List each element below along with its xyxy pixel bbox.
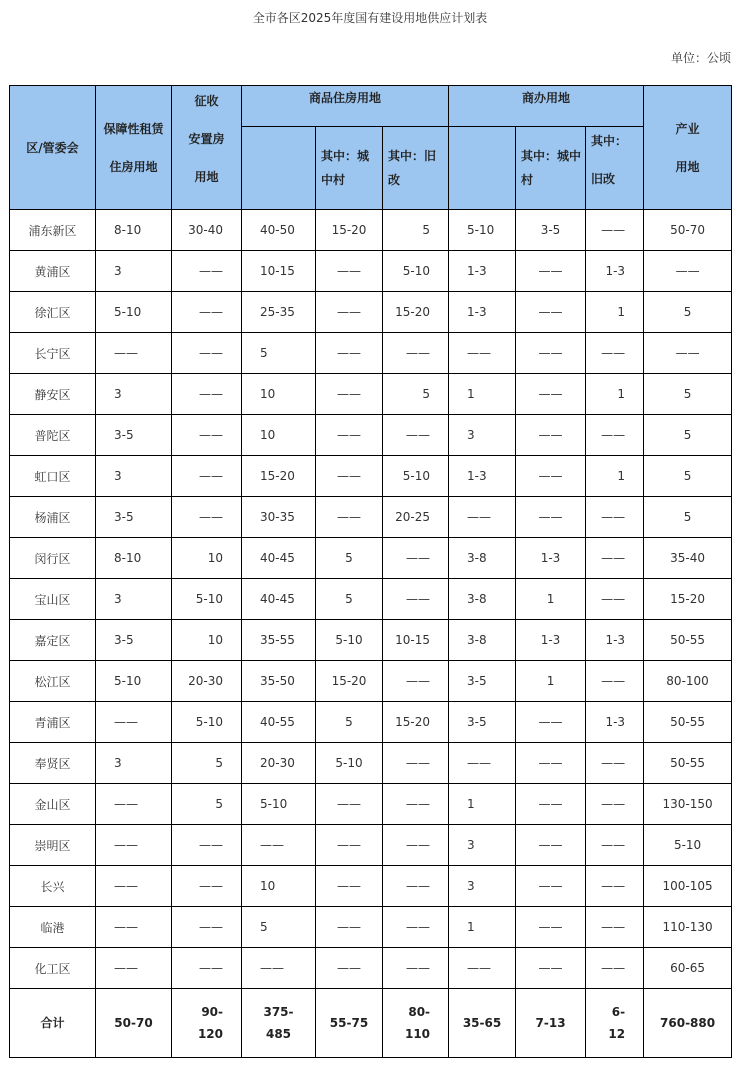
cell-co-urban-village: —— bbox=[516, 825, 586, 866]
cell-commercial-office: 1-3 bbox=[449, 251, 516, 292]
cell-resettle: —— bbox=[172, 456, 242, 497]
cell-industry: 130-150 bbox=[644, 784, 732, 825]
cell-commercial-office: —— bbox=[449, 333, 516, 374]
cell-industry: 15-20 bbox=[644, 579, 732, 620]
cell-co-old-renovation: —— bbox=[586, 497, 644, 538]
cell-ch-urban-village: 5 bbox=[316, 702, 383, 743]
cell-ch-old-renovation: —— bbox=[383, 579, 449, 620]
cell-co-old-renovation: —— bbox=[586, 538, 644, 579]
cell-resettle: 5 bbox=[172, 743, 242, 784]
unit-label: 单位：公顷 bbox=[670, 51, 731, 65]
cell-co-old-renovation: 1 bbox=[586, 456, 644, 497]
cell-co-old-renovation: —— bbox=[586, 333, 644, 374]
header-coo-line1: 其中： bbox=[591, 134, 628, 148]
cell-industry: 60-65 bbox=[644, 948, 732, 989]
table-row bbox=[10, 333, 732, 374]
cell-resettle: —— bbox=[172, 374, 242, 415]
cell-ch-old-renovation: 5 bbox=[383, 210, 449, 251]
cell-industry: 5 bbox=[644, 374, 732, 415]
header-chv-line2: 中村 bbox=[321, 173, 346, 187]
table-row bbox=[10, 251, 732, 292]
total-value-line: 6- bbox=[611, 1005, 626, 1019]
district-name: 浦东新区 bbox=[10, 210, 96, 251]
cell-ch-old-renovation: —— bbox=[383, 661, 449, 702]
cell-resettle: —— bbox=[172, 415, 242, 456]
cell-rental: 3 bbox=[96, 456, 172, 497]
table-row bbox=[10, 497, 732, 538]
total-value-line: 375- bbox=[263, 1005, 294, 1019]
cell-ch-urban-village: 15-20 bbox=[316, 661, 383, 702]
cell-co-old-renovation: —— bbox=[586, 743, 644, 784]
cell-co-urban-village: 1-3 bbox=[516, 538, 586, 579]
cell-commercial-office: 1 bbox=[449, 374, 516, 415]
cell-resettle: —— bbox=[172, 825, 242, 866]
total-value-line: 80- bbox=[408, 1005, 431, 1019]
cell-ch-old-renovation: —— bbox=[383, 907, 449, 948]
header-cho-line1: 其中：旧 bbox=[388, 149, 437, 163]
cell-commercial-housing: 5-10 bbox=[242, 784, 316, 825]
cell-commercial-housing: 40-45 bbox=[242, 538, 316, 579]
cell-commercial-office: 1-3 bbox=[449, 292, 516, 333]
cell-co-urban-village: —— bbox=[516, 784, 586, 825]
district-name: 杨浦区 bbox=[10, 497, 96, 538]
cell-co-old-renovation: —— bbox=[586, 579, 644, 620]
header-cov-line1: 其中：城中 bbox=[521, 149, 582, 163]
cell-ch-urban-village: —— bbox=[316, 456, 383, 497]
cell-co-urban-village: —— bbox=[516, 333, 586, 374]
header-co-urban-village bbox=[516, 127, 586, 210]
cell-ch-old-renovation: 10-15 bbox=[383, 620, 449, 661]
table-row bbox=[10, 907, 732, 948]
total-value-line: 485 bbox=[265, 1027, 292, 1041]
cell-commercial-housing: 35-55 bbox=[242, 620, 316, 661]
cell-co-old-renovation: —— bbox=[586, 415, 644, 456]
cell-ch-old-renovation: 5-10 bbox=[383, 251, 449, 292]
cell-rental: 3 bbox=[96, 374, 172, 415]
cell-commercial-office: 3-8 bbox=[449, 579, 516, 620]
cell-rental: 3 bbox=[96, 251, 172, 292]
cell-resettle: 10 bbox=[172, 538, 242, 579]
district-name: 奉贤区 bbox=[10, 743, 96, 784]
total-value-line: 760-880 bbox=[660, 1016, 716, 1030]
cell-commercial-office: 3 bbox=[449, 415, 516, 456]
cell-co-urban-village: —— bbox=[516, 456, 586, 497]
total-value-line: 7-13 bbox=[535, 1016, 566, 1030]
cell-ch-urban-village: —— bbox=[316, 948, 383, 989]
cell-co-urban-village: —— bbox=[516, 948, 586, 989]
cell-rental: 3-5 bbox=[96, 415, 172, 456]
header-commercial-housing: 商品住房用地 bbox=[242, 86, 449, 127]
total-value-line: 110 bbox=[404, 1027, 431, 1041]
cell-co-urban-village: —— bbox=[516, 251, 586, 292]
header-resettle-line2: 安置房 bbox=[188, 132, 225, 146]
cell-co-urban-village: —— bbox=[516, 415, 586, 456]
cell-industry: 50-55 bbox=[644, 743, 732, 784]
cell-co-urban-village: —— bbox=[516, 374, 586, 415]
cell-rental: 5-10 bbox=[96, 292, 172, 333]
cell-co-urban-village: 1 bbox=[516, 661, 586, 702]
cell-commercial-office: 5-10 bbox=[449, 210, 516, 251]
cell-ch-urban-village: 5 bbox=[316, 579, 383, 620]
cell-resettle: —— bbox=[172, 866, 242, 907]
cell-rental: 8-10 bbox=[96, 538, 172, 579]
cell-ch-urban-village: —— bbox=[316, 292, 383, 333]
cell-rental: —— bbox=[96, 333, 172, 374]
cell-resettle: —— bbox=[172, 497, 242, 538]
cell-resettle: —— bbox=[172, 333, 242, 374]
header-rental-line2: 住房用地 bbox=[109, 159, 158, 174]
cell-ch-old-renovation: —— bbox=[383, 415, 449, 456]
cell-ch-old-renovation: 5 bbox=[383, 374, 449, 415]
cell-commercial-office: 1 bbox=[449, 784, 516, 825]
cell-co-urban-village: —— bbox=[516, 292, 586, 333]
header-ch-empty bbox=[242, 127, 316, 210]
district-name: 嘉定区 bbox=[10, 620, 96, 661]
cell-resettle: —— bbox=[172, 251, 242, 292]
cell-co-urban-village: —— bbox=[516, 743, 586, 784]
district-name: 徐汇区 bbox=[10, 292, 96, 333]
cell-industry: 110-130 bbox=[644, 907, 732, 948]
cell-co-urban-village: —— bbox=[516, 866, 586, 907]
cell-commercial-housing: 15-20 bbox=[242, 456, 316, 497]
table-row bbox=[10, 620, 732, 661]
cell-rental: —— bbox=[96, 907, 172, 948]
total-label: 合计 bbox=[10, 989, 96, 1058]
cell-co-urban-village: —— bbox=[516, 497, 586, 538]
cell-rental: 3 bbox=[96, 579, 172, 620]
cell-commercial-office: 3-5 bbox=[449, 661, 516, 702]
cell-industry: 5-10 bbox=[644, 825, 732, 866]
header-industry-line1: 产业 bbox=[675, 121, 700, 136]
cell-rental: —— bbox=[96, 948, 172, 989]
cell-ch-urban-village: 15-20 bbox=[316, 210, 383, 251]
table-row bbox=[10, 948, 732, 989]
cell-industry: —— bbox=[644, 333, 732, 374]
cell-resettle: 5 bbox=[172, 784, 242, 825]
table-row bbox=[10, 866, 732, 907]
cell-resettle: —— bbox=[172, 292, 242, 333]
cell-co-old-renovation: 1-3 bbox=[586, 702, 644, 743]
cell-rental: —— bbox=[96, 784, 172, 825]
total-value-line: 50-70 bbox=[114, 1016, 153, 1030]
total-rental bbox=[96, 989, 172, 1058]
header-resettlement bbox=[172, 86, 242, 210]
cell-industry: 50-55 bbox=[644, 702, 732, 743]
total-value-line: 55-75 bbox=[329, 1016, 369, 1030]
cell-ch-urban-village: 5-10 bbox=[316, 743, 383, 784]
cell-industry: —— bbox=[644, 251, 732, 292]
cell-co-old-renovation: 1 bbox=[586, 292, 644, 333]
table-row bbox=[10, 661, 732, 702]
header-ch-old-renovation bbox=[383, 127, 449, 210]
cell-resettle: 5-10 bbox=[172, 579, 242, 620]
cell-industry: 80-100 bbox=[644, 661, 732, 702]
cell-co-old-renovation: —— bbox=[586, 661, 644, 702]
cell-resettle: 30-40 bbox=[172, 210, 242, 251]
cell-ch-urban-village: —— bbox=[316, 415, 383, 456]
table-row bbox=[10, 825, 732, 866]
cell-co-urban-village: —— bbox=[516, 702, 586, 743]
cell-ch-urban-village: —— bbox=[316, 497, 383, 538]
cell-industry: 50-55 bbox=[644, 620, 732, 661]
cell-industry: 5 bbox=[644, 415, 732, 456]
header-co-old-renovation bbox=[586, 127, 644, 210]
total-ch-old-renovation bbox=[383, 989, 449, 1058]
table-row bbox=[10, 579, 732, 620]
district-name: 崇明区 bbox=[10, 825, 96, 866]
cell-rental: —— bbox=[96, 866, 172, 907]
header-district: 区/管委会 bbox=[10, 86, 96, 210]
cell-commercial-housing: —— bbox=[242, 825, 316, 866]
table-row bbox=[10, 702, 732, 743]
cell-ch-urban-village: —— bbox=[316, 907, 383, 948]
cell-ch-urban-village: —— bbox=[316, 825, 383, 866]
table-row bbox=[10, 743, 732, 784]
cell-industry: 100-105 bbox=[644, 866, 732, 907]
total-value-line: 90- bbox=[201, 1005, 223, 1019]
total-commercial-housing bbox=[242, 989, 316, 1058]
cell-ch-urban-village: —— bbox=[316, 784, 383, 825]
total-resettle bbox=[172, 989, 242, 1058]
cell-ch-old-renovation: —— bbox=[383, 784, 449, 825]
cell-commercial-housing: 35-50 bbox=[242, 661, 316, 702]
table-row bbox=[10, 415, 732, 456]
cell-co-old-renovation: —— bbox=[586, 210, 644, 251]
cell-co-old-renovation: —— bbox=[586, 866, 644, 907]
district-name: 松江区 bbox=[10, 661, 96, 702]
header-industry-line2: 用地 bbox=[675, 159, 700, 174]
header-rental-housing bbox=[96, 86, 172, 210]
cell-commercial-housing: 30-35 bbox=[242, 497, 316, 538]
cell-commercial-housing: 40-50 bbox=[242, 210, 316, 251]
cell-rental: 5-10 bbox=[96, 661, 172, 702]
header-cho-line2: 改 bbox=[388, 173, 401, 187]
total-co-urban-village bbox=[516, 989, 586, 1058]
header-industry bbox=[644, 86, 732, 210]
district-name: 虹口区 bbox=[10, 456, 96, 497]
cell-commercial-office: 3-8 bbox=[449, 538, 516, 579]
table-row bbox=[10, 784, 732, 825]
table-row bbox=[10, 374, 732, 415]
district-name: 普陀区 bbox=[10, 415, 96, 456]
cell-ch-old-renovation: —— bbox=[383, 825, 449, 866]
page-title: 全市各区2025年度国有建设用地供应计划表 bbox=[252, 11, 488, 25]
cell-industry: 35-40 bbox=[644, 538, 732, 579]
cell-rental: 3-5 bbox=[96, 620, 172, 661]
cell-commercial-housing: 40-45 bbox=[242, 579, 316, 620]
district-name: 闵行区 bbox=[10, 538, 96, 579]
header-resettle-line3: 用地 bbox=[194, 170, 219, 184]
cell-ch-old-renovation: —— bbox=[383, 743, 449, 784]
cell-ch-urban-village: —— bbox=[316, 333, 383, 374]
header-commercial-office: 商办用地 bbox=[449, 86, 644, 127]
cell-ch-old-renovation: 20-25 bbox=[383, 497, 449, 538]
district-name: 金山区 bbox=[10, 784, 96, 825]
header-ch-urban-village bbox=[316, 127, 383, 210]
cell-co-old-renovation: —— bbox=[586, 784, 644, 825]
cell-rental: 3-5 bbox=[96, 497, 172, 538]
header-coo-line2: 旧改 bbox=[591, 172, 616, 186]
cell-resettle: 10 bbox=[172, 620, 242, 661]
table-row bbox=[10, 292, 732, 333]
total-co-old-renovation bbox=[586, 989, 644, 1058]
table-row bbox=[10, 456, 732, 497]
total-value-line: 12 bbox=[608, 1027, 626, 1041]
cell-commercial-housing: 10 bbox=[242, 415, 316, 456]
cell-co-old-renovation: —— bbox=[586, 907, 644, 948]
header-co-empty bbox=[449, 127, 516, 210]
district-name: 青浦区 bbox=[10, 702, 96, 743]
district-name: 黄浦区 bbox=[10, 251, 96, 292]
cell-commercial-office: —— bbox=[449, 743, 516, 784]
cell-co-urban-village: 3-5 bbox=[516, 210, 586, 251]
total-value-line: 120 bbox=[197, 1027, 223, 1041]
cell-commercial-housing: 40-55 bbox=[242, 702, 316, 743]
cell-rental: —— bbox=[96, 825, 172, 866]
cell-industry: 5 bbox=[644, 292, 732, 333]
district-name: 长宁区 bbox=[10, 333, 96, 374]
cell-ch-old-renovation: —— bbox=[383, 538, 449, 579]
cell-commercial-office: 1 bbox=[449, 907, 516, 948]
cell-resettle: —— bbox=[172, 907, 242, 948]
cell-industry: 5 bbox=[644, 497, 732, 538]
total-row bbox=[10, 989, 732, 1058]
cell-resettle: 5-10 bbox=[172, 702, 242, 743]
cell-resettle: —— bbox=[172, 948, 242, 989]
land-supply-table bbox=[9, 85, 732, 1058]
cell-commercial-office: 3 bbox=[449, 825, 516, 866]
cell-ch-old-renovation: 15-20 bbox=[383, 702, 449, 743]
district-name: 宝山区 bbox=[10, 579, 96, 620]
cell-commercial-housing: 5 bbox=[242, 333, 316, 374]
cell-rental: 8-10 bbox=[96, 210, 172, 251]
cell-co-old-renovation: 1 bbox=[586, 374, 644, 415]
cell-commercial-office: —— bbox=[449, 948, 516, 989]
cell-commercial-housing: 10-15 bbox=[242, 251, 316, 292]
district-name: 长兴 bbox=[10, 866, 96, 907]
cell-commercial-office: 3 bbox=[449, 866, 516, 907]
cell-rental: 3 bbox=[96, 743, 172, 784]
cell-ch-old-renovation: 5-10 bbox=[383, 456, 449, 497]
cell-commercial-housing: 25-35 bbox=[242, 292, 316, 333]
cell-co-old-renovation: 1-3 bbox=[586, 620, 644, 661]
district-name: 静安区 bbox=[10, 374, 96, 415]
header-cov-line2: 村 bbox=[521, 173, 534, 187]
cell-rental: —— bbox=[96, 702, 172, 743]
total-value-line: 35-65 bbox=[462, 1016, 502, 1030]
cell-resettle: 20-30 bbox=[172, 661, 242, 702]
cell-ch-old-renovation: —— bbox=[383, 333, 449, 374]
district-name: 临港 bbox=[10, 907, 96, 948]
cell-industry: 5 bbox=[644, 456, 732, 497]
cell-commercial-housing: —— bbox=[242, 948, 316, 989]
cell-co-urban-village: 1 bbox=[516, 579, 586, 620]
cell-ch-urban-village: 5 bbox=[316, 538, 383, 579]
cell-co-urban-village: 1-3 bbox=[516, 620, 586, 661]
cell-ch-urban-village: 5-10 bbox=[316, 620, 383, 661]
cell-ch-old-renovation: —— bbox=[383, 948, 449, 989]
header-rental-line1: 保障性租赁 bbox=[103, 121, 164, 136]
cell-commercial-office: 3-8 bbox=[449, 620, 516, 661]
table-row bbox=[10, 210, 732, 251]
cell-co-old-renovation: —— bbox=[586, 948, 644, 989]
cell-commercial-housing: 20-30 bbox=[242, 743, 316, 784]
cell-industry: 50-70 bbox=[644, 210, 732, 251]
cell-commercial-housing: 5 bbox=[242, 907, 316, 948]
cell-commercial-office: 3-5 bbox=[449, 702, 516, 743]
district-name: 化工区 bbox=[10, 948, 96, 989]
cell-ch-old-renovation: 15-20 bbox=[383, 292, 449, 333]
cell-co-urban-village: —— bbox=[516, 907, 586, 948]
total-ch-urban-village bbox=[316, 989, 383, 1058]
table-row bbox=[10, 538, 732, 579]
header-resettle-line1: 征收 bbox=[194, 94, 219, 108]
cell-co-old-renovation: 1-3 bbox=[586, 251, 644, 292]
total-commercial-office bbox=[449, 989, 516, 1058]
cell-ch-urban-village: —— bbox=[316, 251, 383, 292]
cell-ch-old-renovation: —— bbox=[383, 866, 449, 907]
cell-ch-urban-village: —— bbox=[316, 866, 383, 907]
cell-commercial-housing: 10 bbox=[242, 866, 316, 907]
cell-ch-urban-village: —— bbox=[316, 374, 383, 415]
total-industry bbox=[644, 989, 732, 1058]
cell-co-old-renovation: —— bbox=[586, 825, 644, 866]
cell-commercial-office: 1-3 bbox=[449, 456, 516, 497]
cell-commercial-office: —— bbox=[449, 497, 516, 538]
cell-commercial-housing: 10 bbox=[242, 374, 316, 415]
header-chv-line1: 其中：城 bbox=[321, 149, 370, 163]
